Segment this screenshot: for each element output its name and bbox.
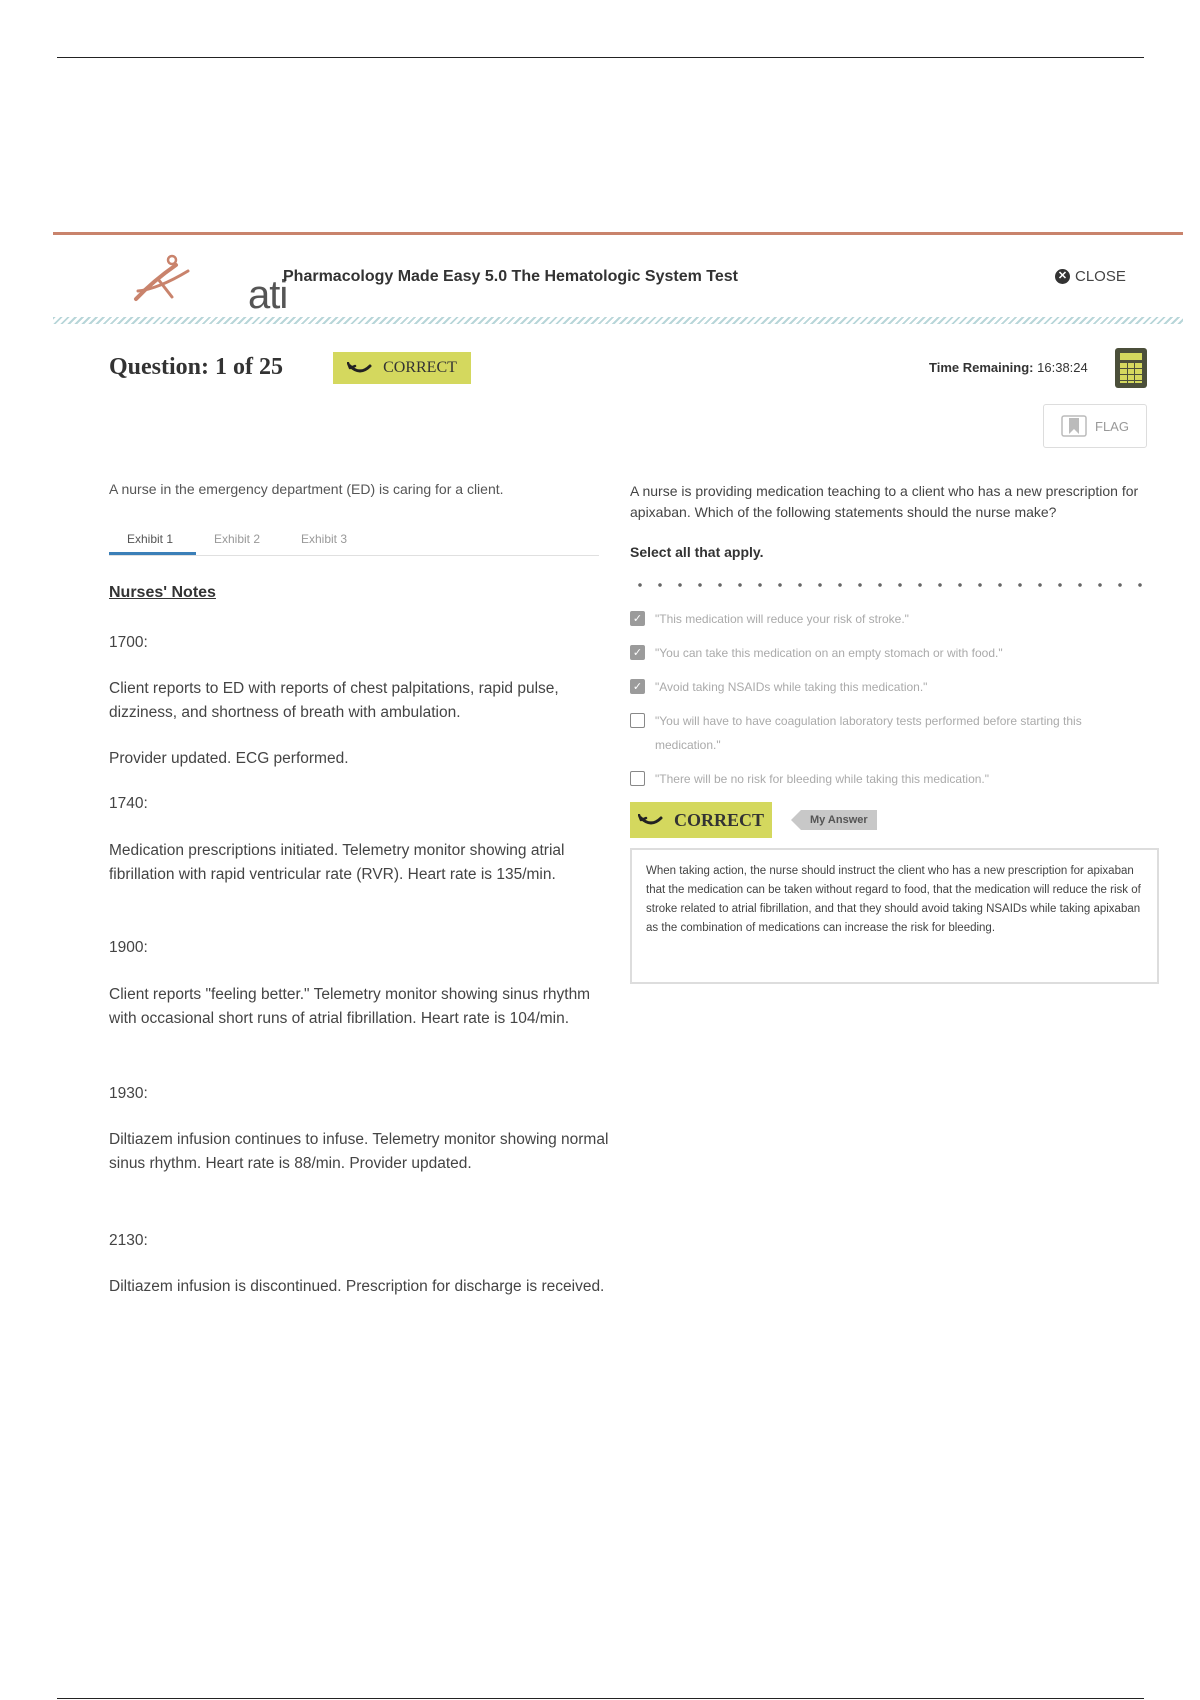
- notes-heading: Nurses' Notes: [109, 584, 216, 601]
- calculator-button[interactable]: [1115, 348, 1147, 388]
- answer-option[interactable]: [630, 641, 1140, 665]
- close-circle-icon: ✕: [1055, 269, 1070, 284]
- note-time: 1700:: [109, 634, 148, 651]
- correct-badge: [333, 352, 471, 384]
- exhibit-panel: [109, 481, 609, 1295]
- rationale-box: When taking action, the nurse should instruct the client who has a new prescription for apixaban that the medication can be taken without regard to food, that the medication will reduce the risk of stroke related to atrial fibrillation, and that they should avoid taking NSAIDs while taking apixaban as the combination of medications can increase the risk for bleeding.: [630, 848, 1159, 984]
- option-checkbox[interactable]: [630, 771, 645, 786]
- checkmark-icon: ✓: [632, 612, 643, 625]
- close-button[interactable]: [1055, 268, 1126, 285]
- select-all-instruction: Select all that apply.: [630, 544, 764, 560]
- correct-label: CORRECT: [383, 359, 457, 376]
- page-bottom-rule: [57, 1698, 1144, 1699]
- flag-button[interactable]: [1043, 404, 1147, 448]
- option-checkbox[interactable]: [630, 611, 645, 626]
- option-text: "Avoid taking NSAIDs while taking this medication.": [655, 680, 928, 694]
- result-badge: [630, 802, 772, 838]
- note-time: 2130:: [109, 1232, 148, 1249]
- note-entry: Provider updated. ECG performed.: [109, 750, 349, 767]
- tab-exhibit-1[interactable]: Exhibit 1: [127, 532, 174, 546]
- option-checkbox[interactable]: [630, 679, 645, 694]
- time-remaining-value: 16:38:24: [1037, 360, 1088, 375]
- header-stripe: [53, 317, 1183, 324]
- note-entry: Medication prescriptions initiated. Telemetry monitor showing atrial fibrillation with rapid ventricular rate (RVR). Heart rate is 135/min.: [109, 842, 565, 883]
- answer-option[interactable]: [630, 767, 1140, 791]
- bookmark-flag-icon: [1061, 415, 1087, 437]
- test-app-window: [53, 232, 1183, 1347]
- checkmark-icon: ✓: [632, 680, 643, 693]
- note-time: 1900:: [109, 939, 148, 956]
- note-entry: Client reports to ED with reports of chest palpitations, rapid pulse, dizziness, and shortness of breath with ambulation.: [109, 680, 559, 721]
- option-text: "You can take this medication on an empty stomach or with food.": [655, 646, 1003, 660]
- ati-logo-icon: [128, 251, 198, 311]
- undo-arrow-icon: [347, 362, 373, 374]
- close-label: CLOSE: [1075, 268, 1126, 285]
- active-tab-underline: [109, 552, 196, 555]
- question-counter: Question: 1 of 25: [109, 354, 283, 380]
- logo-wordmark: ati: [248, 273, 288, 317]
- option-text: "You will have to have coagulation laboratory tests performed before starting this medication.": [655, 714, 1082, 752]
- question-panel: [630, 481, 1146, 786]
- result-label: CORRECT: [673, 809, 764, 830]
- flag-label: FLAG: [1095, 418, 1129, 434]
- time-remaining-label: Time Remaining:: [929, 360, 1034, 375]
- note-entry: Diltiazem infusion is discontinued. Prescription for discharge is received.: [109, 1278, 605, 1295]
- dotted-divider: [630, 581, 1146, 589]
- answer-option[interactable]: [630, 709, 1140, 757]
- my-answer-tag: [791, 810, 877, 830]
- note-time: 1930:: [109, 1085, 148, 1102]
- checkmark-icon: ✓: [632, 646, 643, 659]
- page-top-rule: [57, 57, 1144, 58]
- app-header: [53, 235, 1183, 320]
- case-stem: A nurse in the emergency department (ED) is caring for a client.: [109, 481, 504, 497]
- exhibit-tabs: [109, 518, 599, 556]
- option-text: "There will be no risk for bleeding while taking this medication.": [655, 772, 990, 786]
- option-text: "This medication will reduce your risk of stroke.": [655, 612, 909, 626]
- test-title: Pharmacology Made Easy 5.0 The Hematologic System Test: [283, 268, 738, 285]
- option-checkbox[interactable]: [630, 713, 645, 728]
- undo-arrow-icon: [638, 814, 664, 826]
- answer-option[interactable]: [630, 675, 1140, 699]
- note-entry: Client reports "feeling better." Telemetry monitor showing sinus rhythm with occasional short runs of atrial fibrillation. Heart rate is 104/min.: [109, 986, 591, 1027]
- time-remaining: [929, 360, 1088, 375]
- my-answer-arrow: [791, 810, 801, 830]
- tab-exhibit-2[interactable]: Exhibit 2: [214, 532, 261, 546]
- tab-exhibit-3[interactable]: Exhibit 3: [301, 532, 348, 546]
- note-time: 1740:: [109, 795, 148, 812]
- answer-option[interactable]: [630, 607, 1140, 631]
- note-entry: Diltiazem infusion continues to infuse. Telemetry monitor showing normal sinus rhythm. Heart rate is 88/min. Provider updated.: [109, 1131, 609, 1172]
- ati-logo: [128, 251, 288, 317]
- my-answer-label: My Answer: [801, 810, 877, 830]
- option-checkbox[interactable]: [630, 645, 645, 660]
- question-stem: A nurse is providing medication teaching to a client who has a new prescription for apixaban. Which of the following statements should the nurse make?: [630, 483, 1139, 520]
